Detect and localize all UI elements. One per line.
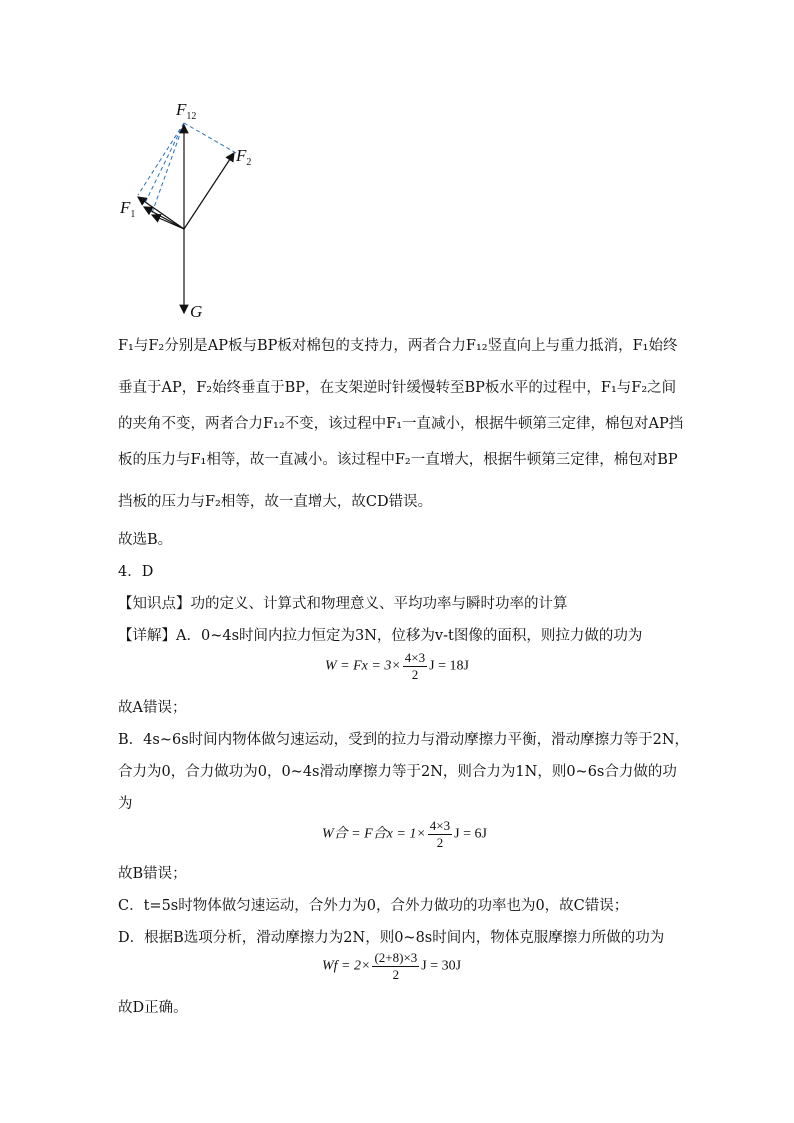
b-line2: 合力为0，合力做功为0，0~4s滑动摩擦力等于2N，则合力为1N，则0~6s合力做的功	[118, 764, 677, 780]
equation-3: Wf = 2× $\frac{(2+8)\times 3}{2}$ J = 30J	[322, 950, 462, 982]
para1-line1: F₁与F₂分别是AP板与BP板对棉包的支持力，两者合力F₁₂竖直向上与重力抵消，F₁始终	[118, 338, 678, 354]
f1-arrow	[138, 197, 184, 229]
b-line3: 为	[118, 796, 133, 812]
knowledge-point: 【知识点】功的定义、计算式和物理意义、平均功率与瞬时功率的计算	[118, 596, 568, 612]
c-line: C．t=5s时物体做匀速运动，合外力为0，合外力做功的功率也为0，故C错误；	[118, 898, 629, 914]
d-line: D．根据B选项分析，滑动摩擦力为2N，则0~8s时间内，物体克服摩擦力所做的功为	[118, 930, 665, 946]
label-f12: $F_{12}$	[176, 100, 197, 122]
question-4-number: 4．D	[118, 564, 154, 580]
equation-1: W = Fx = 3× $\frac{4\times 3}{2}$ J = 18J	[325, 650, 469, 682]
f1-arrow-2	[144, 207, 184, 229]
f1-arrow-3	[152, 215, 184, 229]
label-f2: $F_2$	[236, 146, 252, 168]
detail-a: 【详解】A．0~4s时间内拉力恒定为3N，位移为v-t图像的面积，则拉力做的功为	[118, 628, 643, 644]
force-diagram	[110, 95, 280, 325]
para1-line4: 板的压力与F₁相等，故一直减小。该过程中F₂一直增大，根据牛顿第三定律，棉包对BP	[118, 452, 678, 468]
b-line1: B．4s~6s时间内物体做匀速运动，受到的拉力与滑动摩擦力平衡，滑动摩擦力等于2N，	[118, 732, 690, 748]
para1-line2: 垂直于AP，F₂始终垂直于BP，在支架逆时针缓慢转至BP板水平的过程中，F₁与F₂之间	[118, 380, 677, 396]
label-g: G	[190, 302, 203, 321]
para1-line5: 挡板的压力与F₂相等，故一直增大，故CD错误。	[118, 494, 433, 510]
b-conclusion: 故B错误；	[118, 866, 187, 882]
dashed-construction-lines	[138, 123, 236, 213]
label-f1: $F_1$	[120, 198, 136, 220]
d-conclusion: 故D正确。	[118, 1000, 188, 1016]
a-conclusion: 故A错误；	[118, 700, 187, 716]
equation-2: W合 = F合x = 1× $\frac{4\times 3}{2}$ J = 6J	[322, 818, 487, 850]
answer-3: 故选B。	[118, 532, 173, 548]
para1-line3: 的夹角不变，两者合力F₁₂不变，该过程中F₁一直减小，根据牛顿第三定律，棉包对AP挡	[118, 416, 684, 432]
f2-arrow	[184, 153, 234, 229]
